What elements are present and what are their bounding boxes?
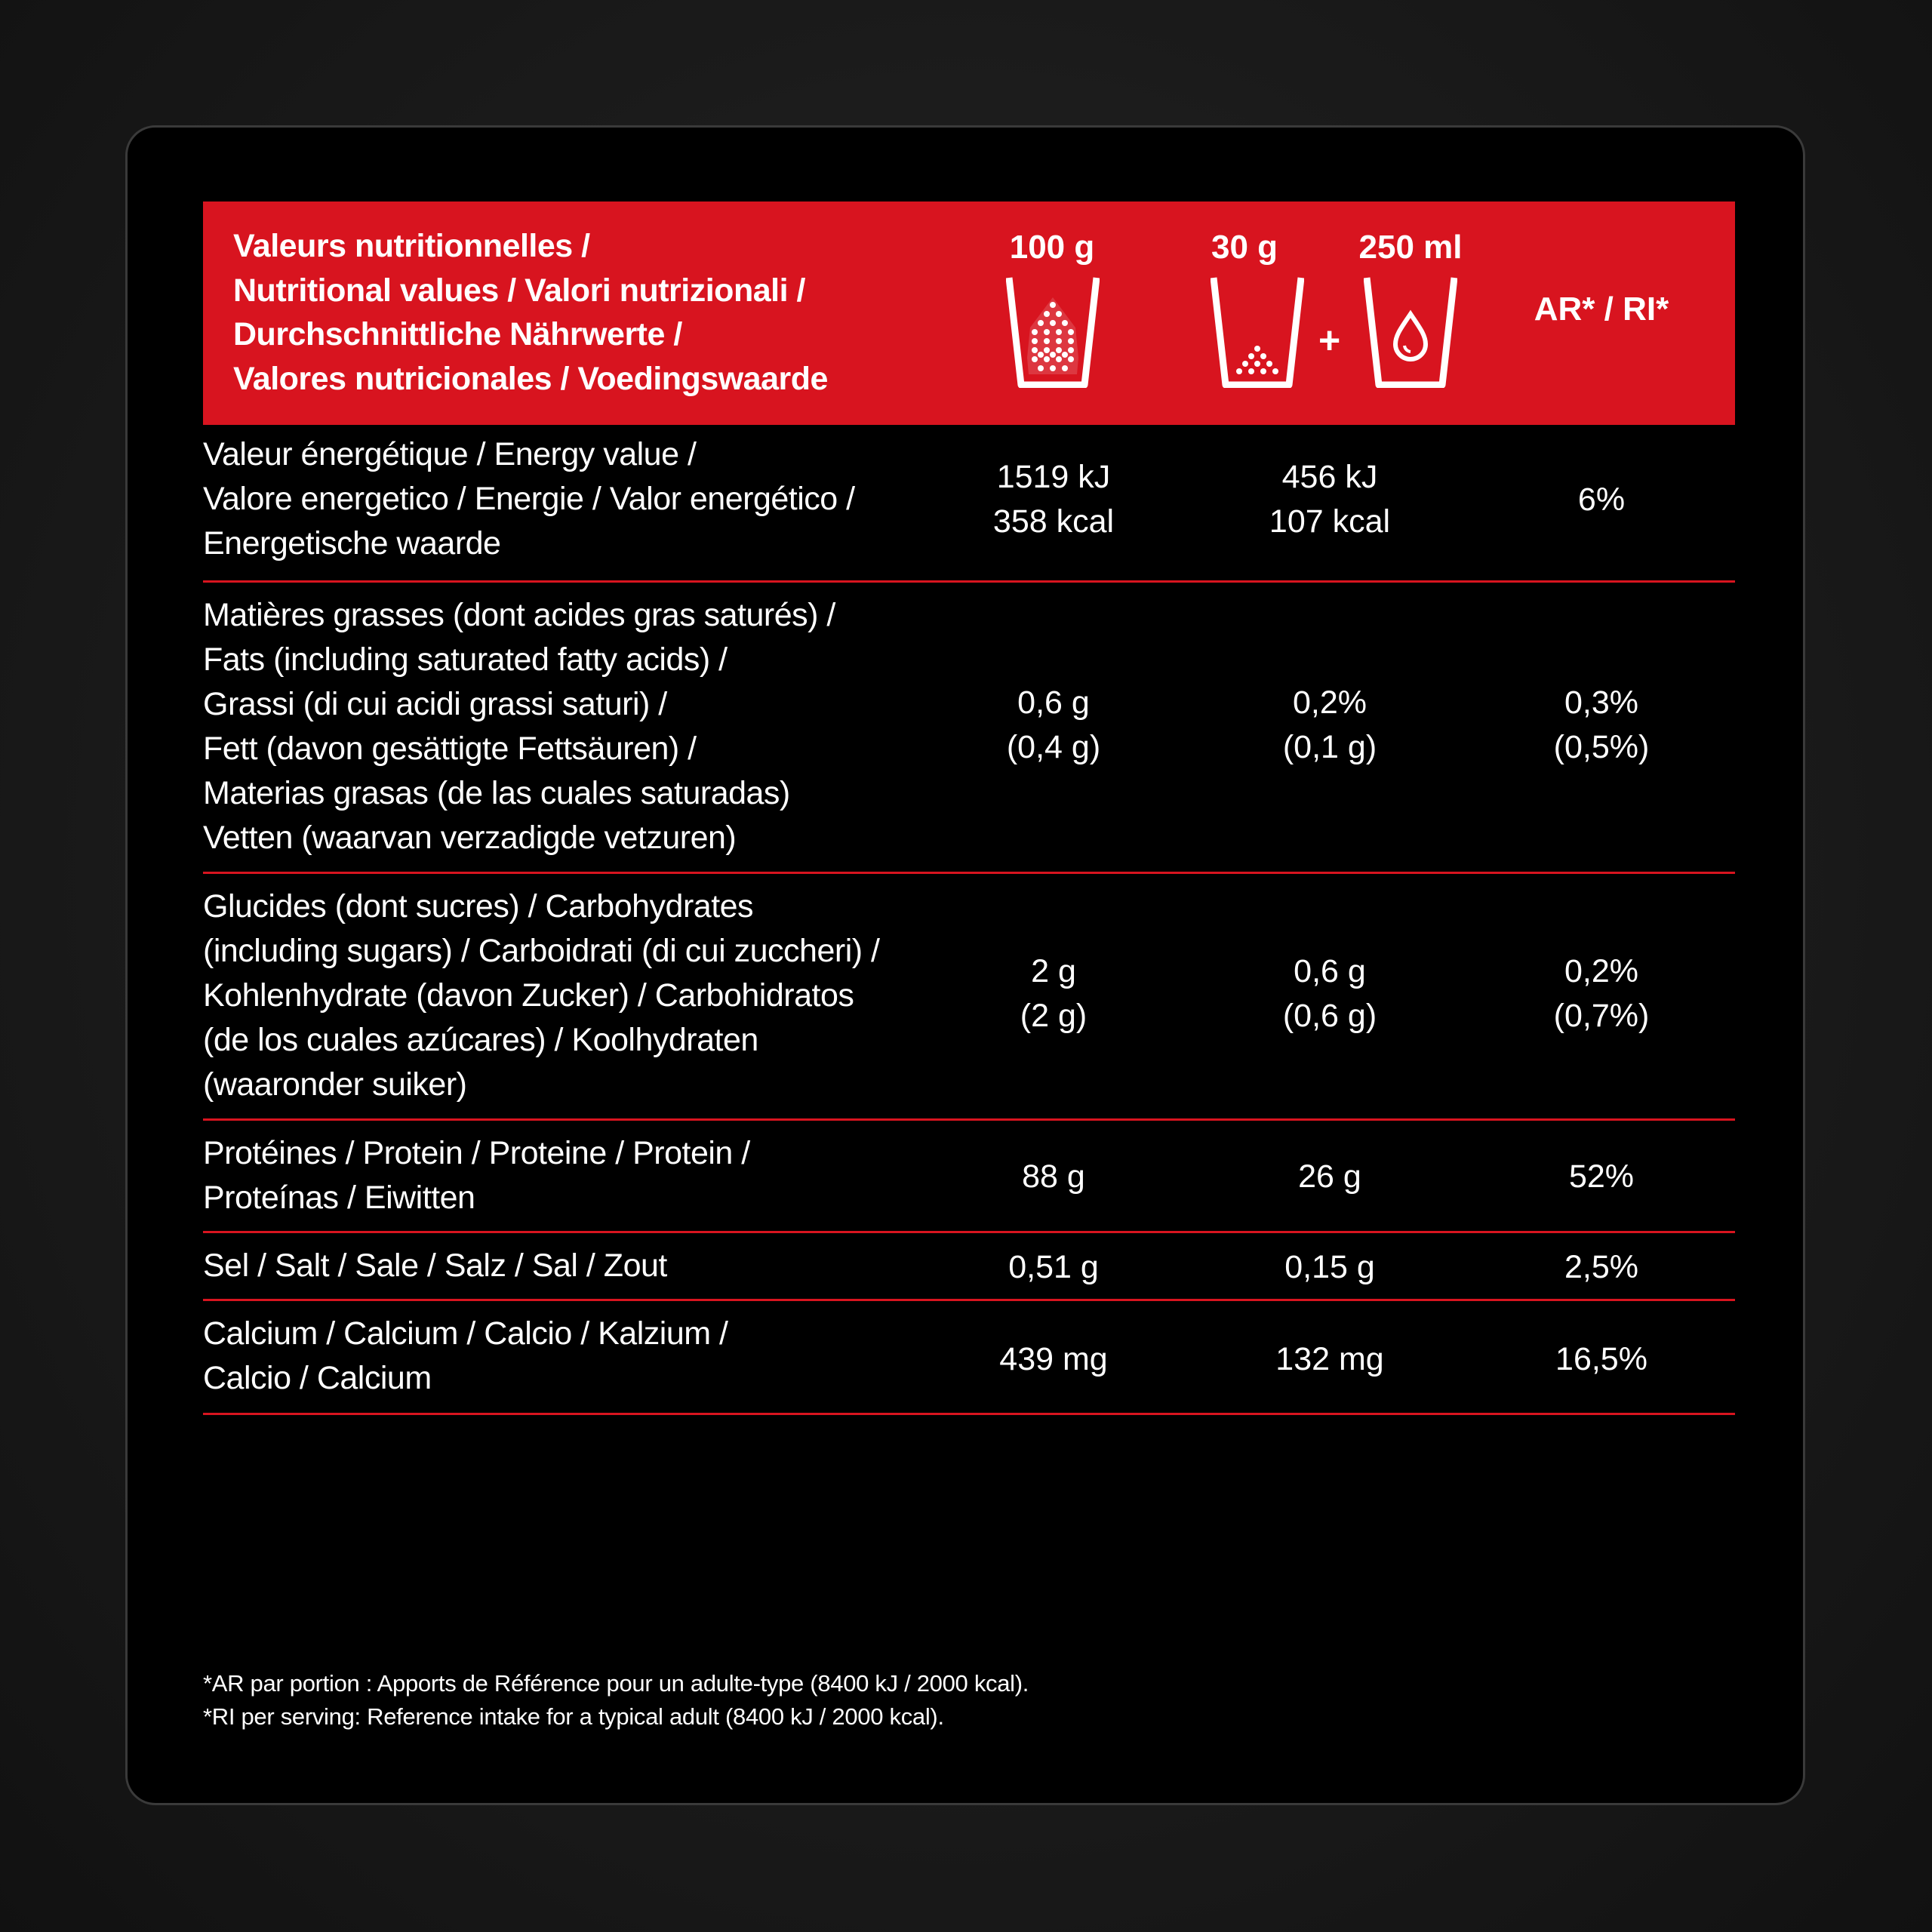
cell-line: 26 g bbox=[1298, 1158, 1361, 1195]
cell-line: 358 kcal bbox=[992, 503, 1115, 540]
cell-line: 0,15 g bbox=[1284, 1249, 1375, 1285]
cell-line: 2 g bbox=[1031, 953, 1076, 989]
cell-line: (0,5%) bbox=[1553, 729, 1650, 765]
table-row-carbohydrates bbox=[203, 874, 1735, 1121]
row-label bbox=[203, 593, 882, 860]
header-title-line: Valores nutricionales / Voedingswaarde bbox=[233, 360, 828, 397]
cell-line: 0,51 g bbox=[1008, 1249, 1099, 1285]
row-label-line: Calcium / Calcium / Calcio / Kalzium / bbox=[203, 1315, 728, 1352]
row-label-line: Proteínas / Eiwitten bbox=[203, 1180, 475, 1216]
cell-per-serving bbox=[1194, 1245, 1466, 1290]
row-label-line: Kohlenhydrate (davon Zucker) / Carbohidratos bbox=[203, 977, 854, 1014]
cell-per-100g bbox=[918, 455, 1189, 544]
cell-line: (0,4 g) bbox=[1006, 729, 1101, 765]
footnotes bbox=[203, 1667, 1029, 1734]
row-label-line: Matières grasses (dont acides gras saturés) / bbox=[203, 597, 835, 633]
cell-line: 439 mg bbox=[999, 1341, 1108, 1377]
row-label-line: Protéines / Protein / Proteine / Protein / bbox=[203, 1135, 750, 1171]
row-label-line: Fats (including saturated fatty acids) / bbox=[203, 641, 728, 678]
row-label-line: (de los cuales azúcares) / Koolhydraten bbox=[203, 1022, 758, 1058]
header-title bbox=[233, 224, 912, 401]
cell-ri bbox=[1466, 949, 1737, 1038]
row-label-line: Vetten (waarvan verzadigde vetzuren) bbox=[203, 820, 737, 856]
cell-per-serving bbox=[1194, 1155, 1466, 1199]
cell-line: (0,7%) bbox=[1553, 998, 1650, 1034]
table-row-salt bbox=[203, 1233, 1735, 1301]
header-title-line: Valeurs nutritionnelles / bbox=[233, 228, 590, 264]
cell-line: 456 kJ bbox=[1281, 459, 1378, 495]
cell-line: 132 mg bbox=[1275, 1341, 1384, 1377]
col-ri-label: AR* / RI* bbox=[1534, 291, 1669, 328]
cell-per-100g bbox=[918, 949, 1189, 1038]
row-label bbox=[203, 432, 882, 566]
col-250ml-label: 250 ml bbox=[1358, 229, 1463, 266]
cell-line: 107 kcal bbox=[1269, 503, 1391, 540]
row-label bbox=[203, 1244, 882, 1288]
cell-ri bbox=[1466, 478, 1737, 522]
cell-line: 6% bbox=[1577, 481, 1626, 518]
table-header bbox=[203, 202, 1735, 425]
cell-line: 0,6 g bbox=[1017, 685, 1090, 721]
cell-line: 0,6 g bbox=[1294, 953, 1366, 989]
table-row-energy bbox=[203, 425, 1735, 583]
cell-per-serving bbox=[1194, 681, 1466, 770]
header-title-line: Nutritional values / Valori nutrizionali / bbox=[233, 272, 805, 309]
row-label-line: Materias grasas (de las cuales saturadas) bbox=[203, 775, 790, 811]
glass-powder-icon bbox=[1211, 275, 1304, 388]
row-label-line: Valeur énergétique / Energy value / bbox=[203, 436, 697, 472]
table-row-fats bbox=[203, 583, 1735, 874]
col-100g-label: 100 g bbox=[1009, 229, 1095, 266]
glass-full-powder-icon bbox=[1006, 275, 1100, 388]
cell-ri bbox=[1466, 1245, 1737, 1290]
row-label-line: (including sugars) / Carboidrati (di cui zuccheri) / bbox=[203, 933, 880, 969]
cell-line: 0,3% bbox=[1564, 685, 1638, 721]
row-label-line: Glucides (dont sucres) / Carbohydrates bbox=[203, 888, 754, 924]
cell-ri bbox=[1466, 1337, 1737, 1382]
cell-line: 0,2% bbox=[1292, 685, 1367, 721]
row-label-line: Fett (davon gesättigte Fettsäuren) / bbox=[203, 731, 697, 767]
row-label bbox=[203, 1131, 882, 1220]
row-label-line: (waaronder suiker) bbox=[203, 1066, 467, 1103]
cell-line: 0,2% bbox=[1564, 953, 1638, 989]
cell-per-100g bbox=[918, 1337, 1189, 1382]
cell-line: 2,5% bbox=[1564, 1249, 1638, 1285]
cell-per-serving bbox=[1194, 949, 1466, 1038]
nutrition-table bbox=[203, 202, 1735, 1415]
row-label bbox=[203, 884, 882, 1107]
cell-per-100g bbox=[918, 681, 1189, 770]
table-row-protein bbox=[203, 1121, 1735, 1233]
table-row-calcium bbox=[203, 1301, 1735, 1415]
cell-ri bbox=[1466, 681, 1737, 770]
cell-line: 52% bbox=[1568, 1158, 1635, 1195]
cell-per-100g bbox=[918, 1245, 1189, 1290]
cell-line: (2 g) bbox=[1020, 998, 1088, 1034]
cell-line: 88 g bbox=[1022, 1158, 1085, 1195]
glass-water-drop-icon bbox=[1364, 275, 1457, 388]
row-label-line: Grassi (di cui acidi grassi saturi) / bbox=[203, 686, 667, 722]
nutrition-panel bbox=[125, 125, 1805, 1805]
cell-per-100g bbox=[918, 1155, 1189, 1199]
col-30g-label: 30 g bbox=[1211, 229, 1278, 266]
cell-per-serving bbox=[1194, 455, 1466, 544]
row-label-line: Calcio / Calcium bbox=[203, 1360, 432, 1396]
cell-line: 1519 kJ bbox=[996, 459, 1111, 495]
row-label bbox=[203, 1312, 882, 1401]
footnote-fr: *AR par portion : Apports de Référence pour un adulte-type (8400 kJ / 2000 kcal). bbox=[203, 1670, 1029, 1697]
header-title-line: Durchschnittliche Nährwerte / bbox=[233, 316, 682, 352]
plus-sign: + bbox=[1318, 319, 1341, 361]
row-label-line: Energetische waarde bbox=[203, 525, 501, 561]
footnote-en: *RI per serving: Reference intake for a typical adult (8400 kJ / 2000 kcal). bbox=[203, 1703, 944, 1730]
cell-line: (0,6 g) bbox=[1282, 998, 1377, 1034]
row-label-line: Valore energetico / Energie / Valor energético / bbox=[203, 481, 855, 517]
cell-line: (0,1 g) bbox=[1282, 729, 1377, 765]
cell-line: 16,5% bbox=[1555, 1341, 1647, 1377]
cell-per-serving bbox=[1194, 1337, 1466, 1382]
row-label-line: Sel / Salt / Sale / Salz / Sal / Zout bbox=[203, 1247, 667, 1284]
cell-ri bbox=[1466, 1155, 1737, 1199]
